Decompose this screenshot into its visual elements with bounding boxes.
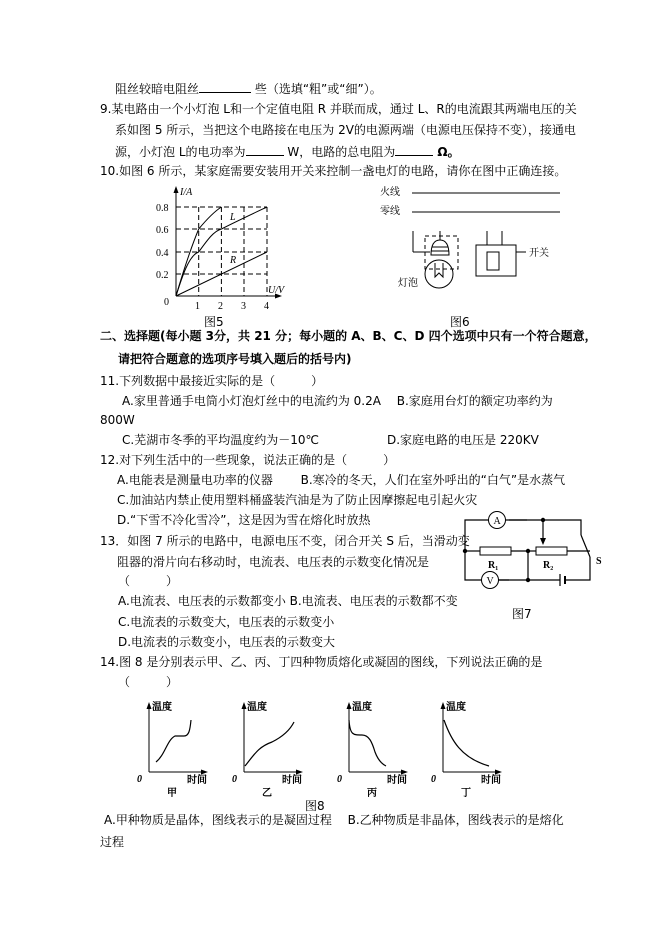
temperature-curve [444,720,489,766]
q14-answer-paren: （ ） [118,675,179,689]
temperature-curve [245,722,294,766]
figure5-line-R-label: R [230,255,237,266]
temperature-curve [156,720,191,762]
lamp-label: 灯泡 [398,278,418,289]
y-axis-arrow-icon [441,702,446,709]
figure5-y-tick: 0.8 [156,203,169,214]
q9-text: 源，小灯泡 L的电功率为 [115,145,246,159]
figure8-panel-2 [337,700,408,799]
live-wire-label: 火线 [380,187,400,198]
x-axis-label: 时间 [387,775,407,786]
q9-text-mid: W，电路的总电阻为 [283,145,396,159]
switch-s-label: S [596,556,602,567]
origin-label: 0 [431,774,436,785]
x-axis-label: 时间 [481,775,501,786]
switch-icon[interactable] [476,231,526,276]
ammeter-icon [489,512,506,529]
figure5-y-tick: 0.4 [156,248,169,259]
figure7-circuit-diagram [460,505,610,605]
q11-option-c: C.芜湖市冬季的平均温度约为－10℃ [122,433,319,447]
q11-stem: 11.下列数据中最接近实际的是（ ） [100,374,324,388]
figure5-x-tick: 3 [241,301,246,312]
q13-option-d: D.电流表的示数变小，电压表的示数变大 [118,635,336,649]
figure7-caption: 图7 [512,607,532,621]
section2-heading: 二、选择题(每小题 3分，共 21 分；每小题的 A、B、C、D 四个选项中只有一个符合题意， [100,329,597,343]
q13-answer-paren: （ ） [118,574,179,588]
y-axis-label: 温度 [247,702,267,713]
origin-label: 0 [232,774,237,785]
figure5-origin-label: 0 [164,297,169,308]
y-axis-arrow-icon [347,702,352,709]
y-axis-arrow-icon [147,702,152,709]
y-axis-label: 温度 [152,702,172,713]
q12-option-c: C.加油站内禁止使用塑料桶盛装汽油是为了防止因摩擦起电引起火灾 [117,493,478,507]
origin-label: 0 [337,774,342,785]
q13-line2: 阻器的滑片向右移动时，电流表、电压表的示数变化情况是 [117,555,430,569]
q14-stem: 14.图 8 是分别表示甲、乙、丙、丁四种物质熔化或凝固的图线，下列说法正确的是 [100,655,543,669]
q13-option-a-b: A.电流表、电压表的示数都变小 B.电流表、电压表的示数都不变 [118,594,458,608]
figure8-panel-0 [137,700,208,799]
figure5-y-tick: 0.2 [156,270,169,281]
neutral-wire-label: 零线 [380,206,400,217]
r1-label: R₁ [488,560,499,571]
figure5-y-axis-label: I/A [180,187,193,198]
lamp-holder-icon[interactable] [413,231,458,288]
q14-option-b-wrap: 过程 [100,835,125,849]
x-axis-arrow-icon [495,770,502,775]
q8-text: 阻丝较暗电阻丝 [115,82,200,96]
q13-line1: 13．如图 7 所示的电路中，电源电压不变，闭合开关 S 后，当滑动变 [100,534,470,548]
q11-option-d: D.家庭电路的电压是 220KV [387,433,539,447]
figure5-iu-graph [150,185,300,315]
q9-line1: 9.某电路由一个小灯泡 L和一个定值电阻 R 并联而成，通过 L、R的电流跟其两端电压的关 [100,102,577,116]
y-axis-label: 温度 [446,702,466,713]
panel-label: 乙 [262,788,272,799]
y-axis-label: 温度 [352,702,372,713]
q12-option-d: D.“下雪不冷化雪冷”，这是因为雪在熔化时放热 [117,513,371,527]
x-axis-arrow-icon [201,770,208,775]
q9-line3 [115,143,460,160]
figure5-caption: 图5 [204,315,224,329]
figure5-y-tick: 0.6 [156,225,169,236]
r2-label: R₂ [543,560,554,571]
section2-instructions: 请把符合题意的选项序号填入题后的括号内) [118,352,352,366]
q8-text-post: 些（选填“粗”或“细”）。 [251,82,382,96]
figure5-x-axis-label: U/V [268,285,285,296]
q8-tail-line [115,80,382,97]
q11-option-b-wrap: 800W [100,413,135,427]
figure5-y-arrow [174,186,179,193]
voltmeter-icon [482,572,499,589]
figure5-curve-L-label: L [230,212,236,223]
q9-line2: 系如图 5 所示，当把这个电路接在电压为 2V的电源两端（电源电压保持不变），接通电 [115,123,576,137]
panel-label: 丁 [461,788,471,799]
battery-icon [560,574,565,586]
x-axis-label: 时间 [282,775,302,786]
figure8-panel-1 [232,700,303,799]
q9-resistance-blank[interactable] [395,143,433,156]
figure6-caption: 图6 [450,315,470,329]
x-axis-label: 时间 [187,775,207,786]
origin-label: 0 [137,774,142,785]
y-axis-arrow-icon [242,702,247,709]
q11-option-a-b: A.家里普通手电筒小灯泡灯丝中的电流约为 0.2A B.家庭用台灯的额定功率约为 [122,394,553,408]
figure5-x-tick: 4 [264,301,269,312]
slider-arrow-icon [540,538,546,545]
q10-line1: 10.如图 6 所示，某家庭需要安装用开关来控制一盏电灯的电路，请你在图中正确连接。 [100,164,567,178]
q8-answer-blank[interactable] [199,80,251,93]
switch-label: 开关 [529,248,549,259]
figure5-x-tick: 1 [195,301,200,312]
temperature-curve [349,720,386,766]
figure5-x-tick: 2 [218,301,223,312]
ammeter-label: A [493,516,501,527]
q14-option-a-b: A.甲种物质是晶体，图线表示的是凝固过程 B.乙种物质是非晶体，图线表示的是熔化 [104,813,564,827]
panel-label: 丙 [367,788,377,799]
figure8-temperature-graphs [125,700,525,800]
q12-stem: 12.对下列生活中的一些现象，说法正确的是（ ） [100,453,396,467]
q12-option-a-b: A.电能表是测量电功率的仪器 B.寒冷的冬天，人们在室外呼出的“白气”是水蒸气 [117,473,566,487]
q13-option-c: C.电流表的示数变大，电压表的示数变小 [118,615,335,629]
x-axis-arrow-icon [401,770,408,775]
x-axis-arrow-icon [296,770,303,775]
voltmeter-label: V [486,576,494,587]
figure6-wiring-diagram [375,183,565,303]
switch-s-icon [581,535,590,557]
rheostat-r2-icon [536,547,567,555]
q9-text-post: Ω。 [433,145,460,159]
figure8-caption: 图8 [305,799,325,813]
resistor-r1-icon [480,547,511,555]
figure8-panel-3 [431,700,502,799]
q9-power-blank[interactable] [246,143,284,156]
panel-label: 甲 [167,788,177,799]
